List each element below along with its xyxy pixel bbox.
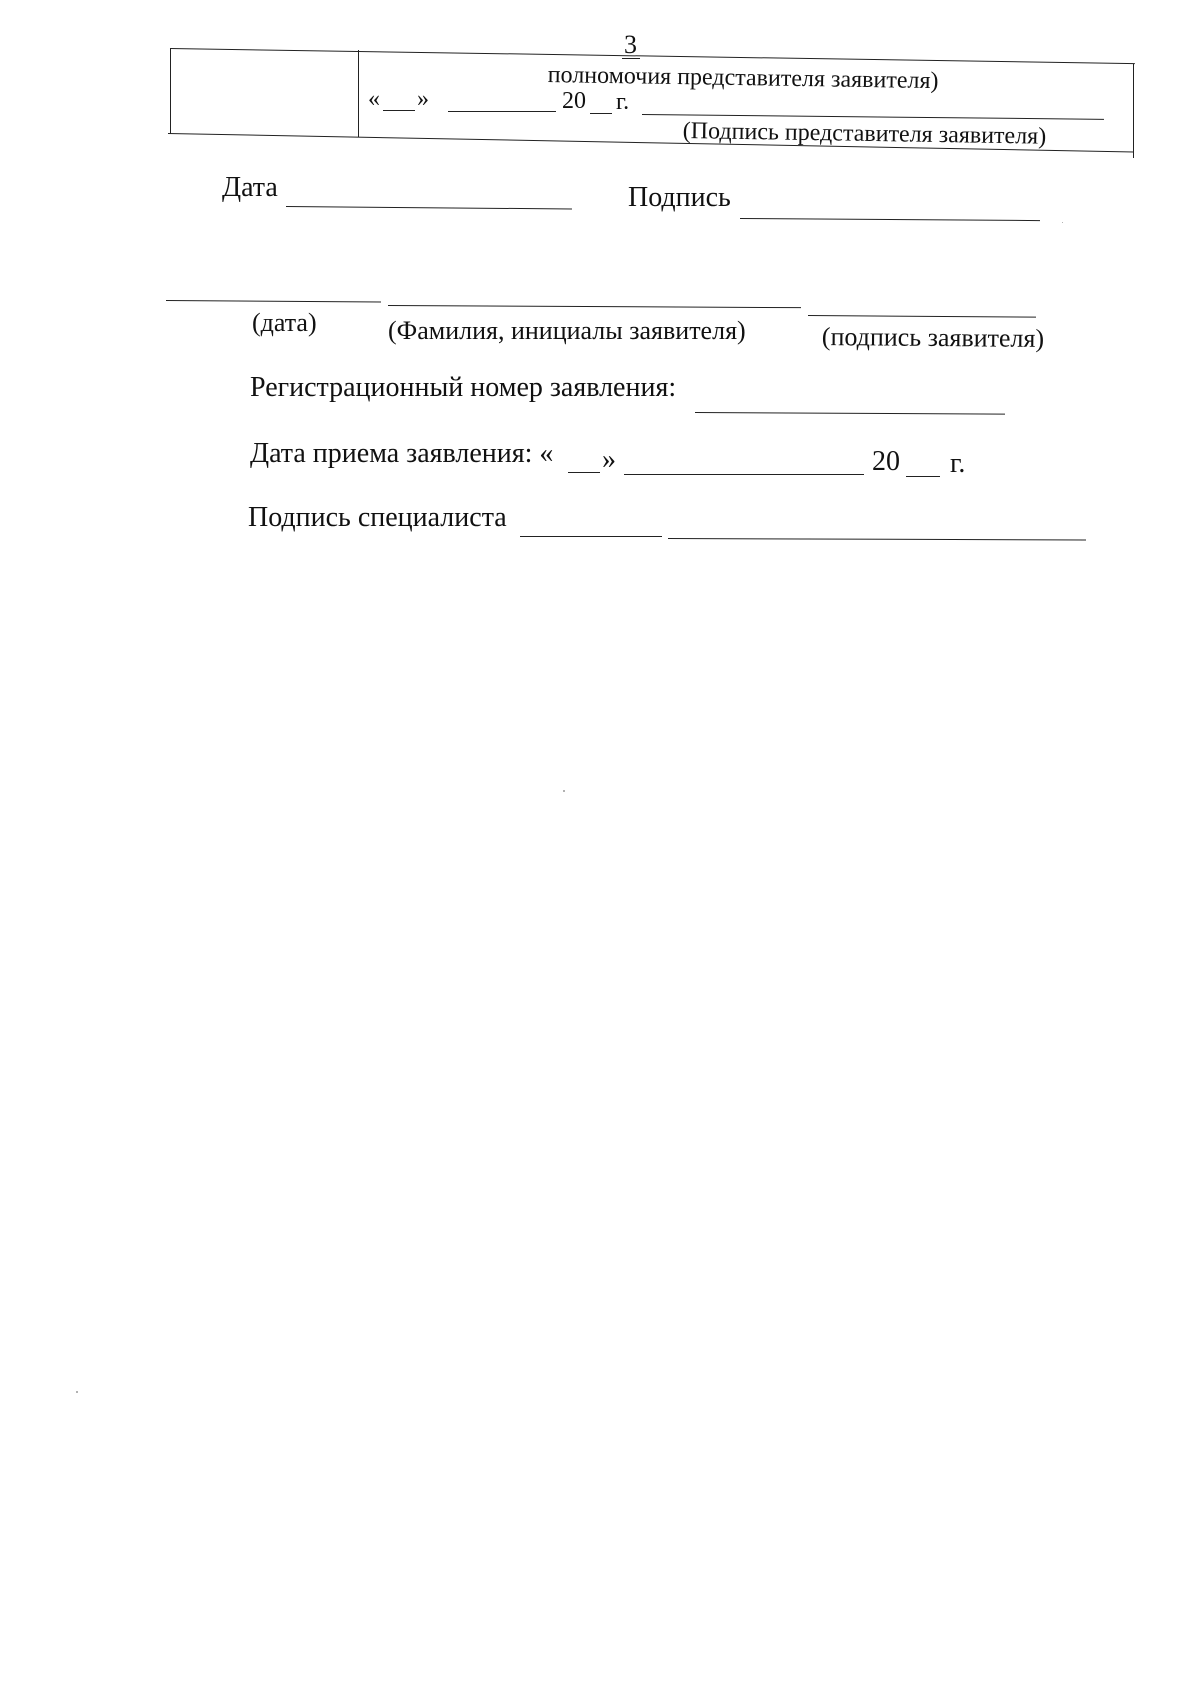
caption-name: (Фамилия, инициалы заявителя) (388, 316, 746, 345)
scan-speck (1062, 222, 1063, 223)
applicant-name-line (388, 305, 801, 308)
signature-blank (740, 218, 1040, 221)
table-right-border (1133, 64, 1134, 158)
scan-speck (563, 790, 565, 792)
receipt-year-prefix: 20 (872, 446, 900, 477)
caption-signature: (подпись заявителя) (821, 322, 1045, 353)
signature-label: Подпись (628, 182, 731, 213)
page-number: 3 (624, 30, 637, 59)
rep-year-suffix: г. (616, 89, 630, 115)
rep-signature-caption: (Подпись представителя заявителя) (682, 118, 1047, 150)
receipt-month-blank (624, 474, 864, 475)
date-label: Дата (222, 172, 278, 203)
authority-text: полномочия представителя заявителя) (547, 62, 939, 95)
rep-date-quote-close: » (417, 86, 429, 112)
scan-speck (76, 1391, 78, 1393)
registration-number-blank (695, 412, 1005, 415)
date-blank (286, 206, 572, 209)
applicant-signature-line (808, 315, 1036, 318)
page-number-underline (622, 58, 640, 59)
rep-month-blank (448, 111, 556, 112)
specialist-signature-label: Подпись специалиста (248, 502, 507, 533)
receipt-day-blank (568, 472, 600, 473)
rep-date-quote-open: « (368, 86, 380, 112)
specialist-signature-blank (520, 536, 662, 537)
table-top-border (170, 48, 1135, 64)
table-left-border (170, 48, 171, 134)
receipt-year-suffix: г. (950, 448, 966, 479)
receipt-year-blank (906, 476, 940, 477)
receipt-date-label: Дата приема заявления: « (250, 438, 554, 469)
rep-day-blank (383, 110, 415, 111)
registration-number-label: Регистрационный номер заявления: (250, 372, 677, 403)
rep-year-blank (590, 113, 612, 114)
applicant-date-line (166, 300, 381, 303)
caption-date: (дата) (252, 308, 317, 337)
receipt-quote-close: » (602, 444, 616, 475)
table-column-divider (358, 50, 359, 137)
specialist-name-blank (668, 538, 1086, 540)
rep-year-prefix: 20 (562, 88, 586, 114)
